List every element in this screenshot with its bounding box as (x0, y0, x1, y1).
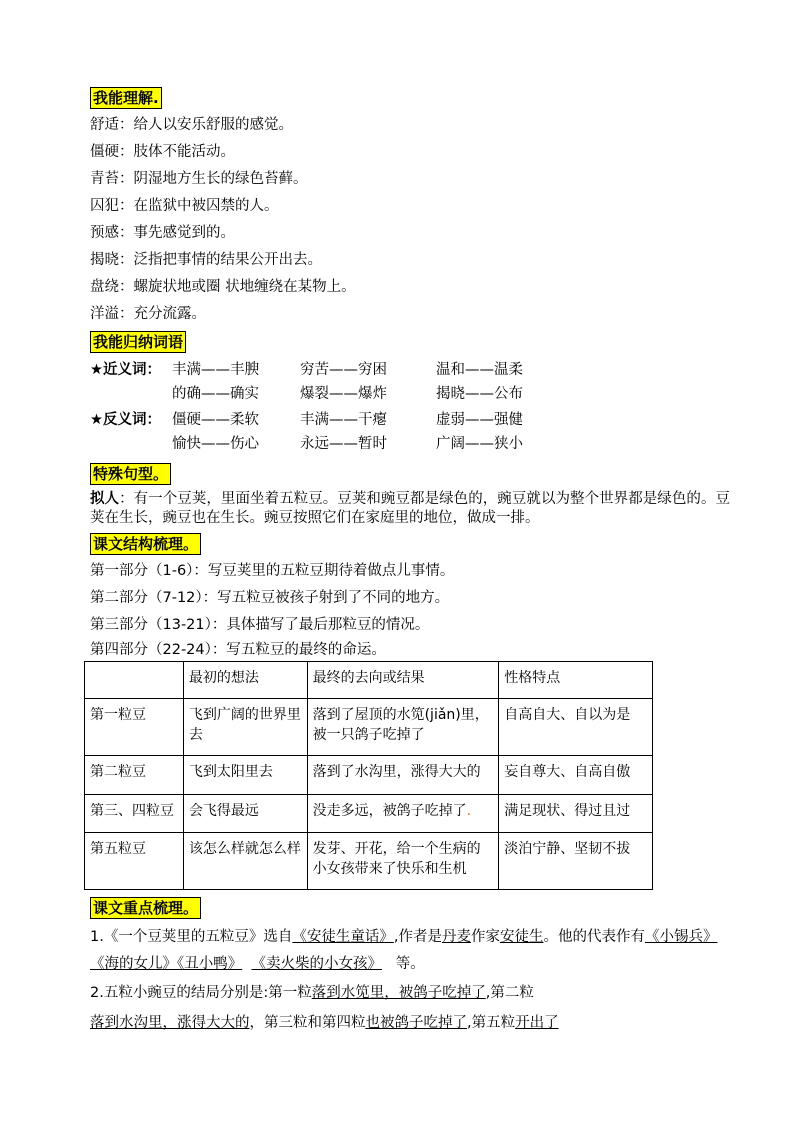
pea-result: 发芽、开花，给一个生病的小女孩带来了快乐和生机 (307, 833, 499, 890)
answer-underline: 《卖火柴的小女孩》 (251, 956, 382, 972)
section-key (90, 896, 730, 922)
pea-trait: 满足现状、得过且过 (499, 795, 653, 833)
table-header (85, 662, 184, 699)
answer-underline: 《安徒生童话》 (292, 929, 394, 945)
table-header: 性格特点 (499, 662, 653, 699)
structure-list (90, 558, 730, 661)
word-pair: 僵硬——柔软 (172, 412, 259, 428)
pea-name: 第三、四粒豆 (85, 795, 184, 833)
pea-result-cell (307, 795, 499, 833)
definition-item: 舒适：给人以安乐舒服的感觉。 (90, 117, 293, 133)
table-header: 最终的去向或结果 (307, 662, 499, 699)
answer-underline: 丹麦 (441, 929, 471, 945)
synonym-row (90, 382, 730, 406)
table-row (85, 795, 653, 833)
pea-idea: 会飞得最远 (183, 795, 307, 833)
structure-part: 第三部分（13-21）：具体描写了最后那粒豆的情况。 (90, 617, 430, 633)
word-pair: 永远——暂时 (300, 436, 387, 452)
answer-underline: 落到水沟里，涨得大大的 (90, 1015, 250, 1031)
table-row (85, 833, 653, 890)
pea-fate-table (84, 661, 653, 890)
pea-idea: 飞到太阳里去 (183, 756, 307, 795)
antonym-row (90, 408, 730, 432)
text-run: 。他的代表作有 (543, 929, 645, 945)
table-header: 最初的想法 (183, 662, 307, 699)
word-pair: 广阔——狭小 (436, 436, 523, 452)
text-run: 2.五粒小豌豆的结局分别是:第一粒 (90, 985, 312, 1001)
antonym-label: ★反义词： (90, 412, 161, 428)
text-run: ,第二粒 (485, 985, 534, 1001)
pea-trait: 自高自大、自以为是 (499, 699, 653, 756)
section-title-structure: 课文结构梳理。 (90, 533, 201, 555)
word-pair: 揭晓——公布 (436, 386, 523, 402)
word-pair: 丰满——丰腴 (172, 362, 259, 378)
pea-name: 第五粒豆 (85, 833, 184, 890)
table-row (85, 699, 653, 756)
key-point-2 (90, 978, 730, 1038)
synonym-row (90, 358, 730, 382)
table-row (85, 756, 653, 795)
table-header-row (85, 662, 653, 699)
word-pair: 的确——确实 (172, 386, 259, 402)
personification-paragraph (90, 490, 730, 528)
antonym-block (90, 408, 730, 456)
definition-item: 揭晓：泛指把事情的结果公开出去。 (90, 252, 322, 268)
section-title-group: 我能归纳词语 (90, 331, 186, 353)
word-pair: 温和——温柔 (436, 362, 523, 378)
definition-item: 盘绕：螺旋状地或圈 状地缠绕在某物上。 (90, 279, 356, 295)
section-title-key: 课文重点梳理。 (90, 897, 201, 919)
pea-name: 第二粒豆 (85, 756, 184, 795)
word-pair: 爆裂——爆炸 (300, 386, 387, 402)
spacer (90, 432, 172, 456)
document-page (90, 86, 730, 1038)
word-pair: 愉快——伤心 (172, 436, 259, 452)
answer-underline: 开出了 (515, 1015, 559, 1031)
pea-idea: 该怎么样就怎么样 (183, 833, 307, 890)
answer-underline: 安徒生 (499, 929, 544, 945)
spacer (90, 382, 172, 406)
definition-item: 僵硬：肢体不能活动。 (90, 144, 235, 160)
synonym-label: ★近义词： (90, 362, 161, 378)
text-run: 作家 (470, 929, 500, 945)
answer-underline: 也被鸽子吃掉了 (365, 1015, 467, 1031)
section-structure (90, 532, 730, 558)
word-pair: 丰满——干瘪 (300, 412, 387, 428)
key-point-1 (90, 924, 730, 978)
definition-item: 囚犯：在监狱中被囚禁的人。 (90, 198, 279, 214)
pea-idea: 飞到广阔的世界里去 (183, 699, 307, 756)
section-group (90, 330, 730, 356)
pea-trait: 妄自尊大、自高自傲 (499, 756, 653, 795)
answer-underline: 落到水笕里，被鸽子吃掉了 (311, 985, 486, 1001)
structure-part: 第四部分（22-24）：写五粒豆的最终的命运。 (90, 642, 386, 658)
pea-result: 落到了屋顶的水笕(jiǎn)里，被一只鸽子吃掉了 (307, 699, 499, 756)
definition-item: 青苔：阴湿地方生长的绿色苔藓。 (90, 171, 308, 187)
pea-result: 没走多远，被鸽子吃掉了 (312, 803, 467, 819)
word-pair: 虚弱——强健 (436, 412, 523, 428)
personification-text: ：有一个豆荚，里面坐着五粒豆。豆荚和豌豆都是绿色的，豌豆就以为整个世界都是绿色的。豆荚在生长，豌豆也在生长。豌豆按照它们在家庭里的地位，做成一排。 (90, 491, 730, 526)
answer-underline: 《小锡兵》《海的女儿》《丑小鸭》 (90, 929, 718, 972)
section-special (90, 462, 730, 488)
section-title-special: 特殊句型。 (90, 463, 171, 485)
orange-period: . (466, 803, 472, 819)
personification-label: 拟人 (90, 491, 120, 507)
word-pair: 穷苦——穷困 (300, 362, 387, 378)
section-understand (90, 86, 730, 112)
definition-item: 洋溢：充分流露。 (90, 306, 206, 322)
definition-list (90, 112, 730, 328)
text-run: ,作者是 (393, 929, 442, 945)
structure-part: 第二部分（7-12）：写五粒豆被孩子射到了不同的地方。 (90, 590, 450, 606)
text-run: 1.《一个豆荚里的五粒豆》选自 (90, 929, 293, 945)
text-run: ，第三粒和第四粒 (249, 1015, 366, 1031)
definition-item: 预感：事先感觉到的。 (90, 225, 235, 241)
structure-part: 第一部分（1-6）：写豆荚里的五粒豆期待着做点儿事情。 (90, 563, 455, 579)
antonym-row (90, 432, 730, 456)
section-title-understand: 我能理解. (90, 87, 162, 109)
pea-name: 第一粒豆 (85, 699, 184, 756)
synonym-block (90, 358, 730, 406)
pea-trait: 淡泊宁静、坚韧不拔 (499, 833, 653, 890)
text-run: ,第五粒 (467, 1015, 516, 1031)
text-run: 等。 (395, 956, 425, 972)
pea-result: 落到了水沟里，涨得大大的 (307, 756, 499, 795)
